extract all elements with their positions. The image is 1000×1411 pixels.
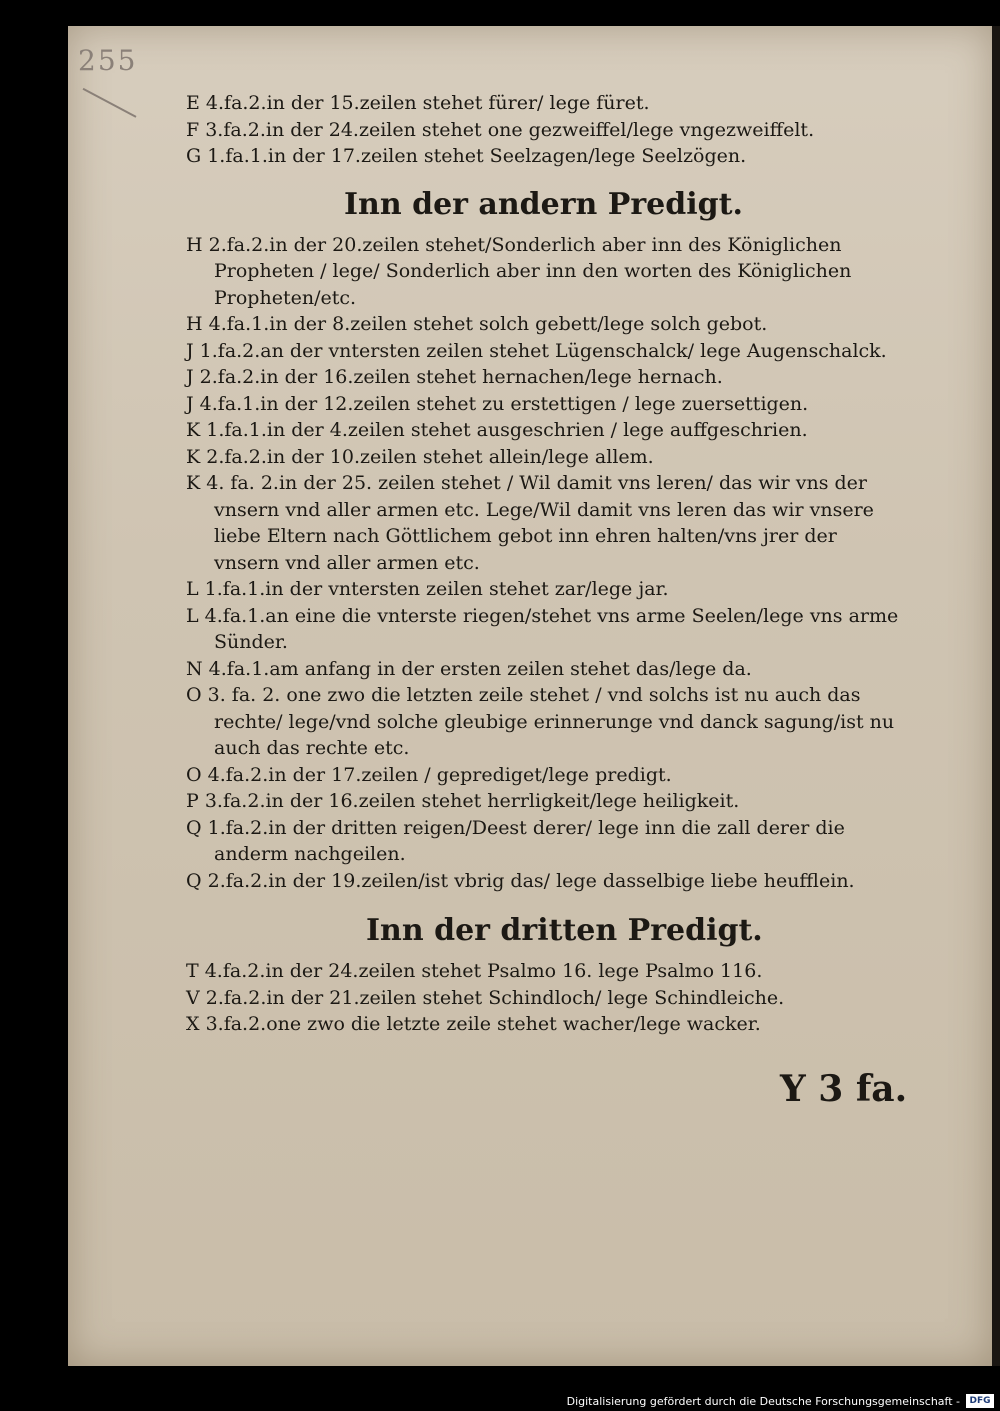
errata-line: H 2.fa.2.in der 20.zeilen stehet/Sonderlich aber inn des Königlichen Propheten / lege/ Sonderlich aber inn den worten des Königlichen Propheten/etc. — [186, 233, 852, 309]
errata-line: H 4.fa.1.in der 8.zeilen stehet solch gebett/lege solch gebot. — [186, 313, 768, 335]
errata-line: V 2.fa.2.in der 21.zeilen stehet Schindloch/ lege Schindleiche. — [186, 986, 785, 1009]
errata-line: Q 1.fa.2.in der dritten reigen/Deest derer/ lege inn die zall derer die anderm nachgeilen. — [186, 816, 845, 865]
errata-line: K 4. fa. 2.in der 25. zeilen stehet / Wil damit vns leren/ das wir vns der vnsern vnd aller armen etc. Lege/Wil damit vns leren das wir vnsere liebe Eltern nach Göttlichem gebot inn ehren halten/vns jrer der vnsern vnd aller armen etc. — [186, 472, 874, 574]
page-number-mark: 255 — [78, 44, 138, 77]
errata-line: J 1.fa.2.an der vntersten zeilen stehet Lügenschalck/ lege Augenschalck. — [186, 339, 887, 362]
errata-line: X 3.fa.2.one zwo die letzte zeile stehet wacher/lege wacker. — [186, 1013, 761, 1035]
errata-line: L 4.fa.1.an eine die vnterste riegen/stehet vns arme Seelen/lege vns arme Sünder. — [186, 604, 899, 653]
errata-line: K 1.fa.1.in der 4.zeilen stehet ausgeschrien / lege auffgeschrien. — [186, 419, 808, 441]
errata-line: J 2.fa.2.in der 16.zeilen stehet hernachen/lege hernach. — [186, 366, 723, 388]
errata-line: O 3. fa. 2. one zwo die letzten zeile stehet / vnd solchs ist nu auch das rechte/ lege/vnd solche gleubige erinnerunge vnd danck sagung/ist nu auch das rechte etc. — [186, 684, 895, 759]
signature-mark: Y 3 fa. — [780, 1068, 908, 1110]
errata-line: J 4.fa.1.in der 12.zeilen stehet zu erstettigen / lege zuersettigen. — [186, 392, 809, 415]
page-edge — [992, 26, 1000, 1366]
errata-line: O 4.fa.2.in der 17.zeilen / geprediget/lege predigt. — [186, 763, 672, 786]
errata-line: T 4.fa.2.in der 24.zeilen stehet Psalmo 16. lege Psalmo 116. — [186, 960, 763, 982]
errata-line: G 1.fa.1.in der 17.zeilen stehet Seelzagen/lege Seelzögen. — [186, 145, 747, 167]
pen-stroke-decoration — [68, 88, 136, 144]
errata-line: L 1.fa.1.in der vntersten zeilen stehet zar/lege jar. — [186, 578, 669, 600]
section-heading: Inn der dritten Predigt. — [366, 913, 763, 948]
errata-line: N 4.fa.1.am anfang in der ersten zeilen stehet das/lege da. — [186, 657, 752, 680]
errata-line: K 2.fa.2.in der 10.zeilen stehet allein/lege allem. — [186, 445, 654, 468]
errata-line: Q 2.fa.2.in der 19.zeilen/ist vbrig das/ lege dasselbige liebe heufflein. — [186, 869, 855, 892]
errata-line: E 4.fa.2.in der 15.zeilen stehet fürer/ lege füret. — [186, 92, 650, 114]
footer-bar — [0, 1392, 1000, 1411]
errata-line: P 3.fa.2.in der 16.zeilen stehet herrligkeit/lege heiligkeit. — [186, 790, 740, 812]
dfg-logo-icon[interactable]: DFG — [966, 1394, 994, 1408]
errata-text — [186, 90, 906, 1038]
errata-line: F 3.fa.2.in der 24.zeilen stehet one gezweiffel/lege vngezweiffelt. — [186, 118, 815, 141]
section-heading: Inn der andern Predigt. — [344, 186, 743, 222]
footer-credit: Digitalisierung gefördert durch die Deutsche Forschungsgemeinschaft - — [566, 1395, 960, 1408]
